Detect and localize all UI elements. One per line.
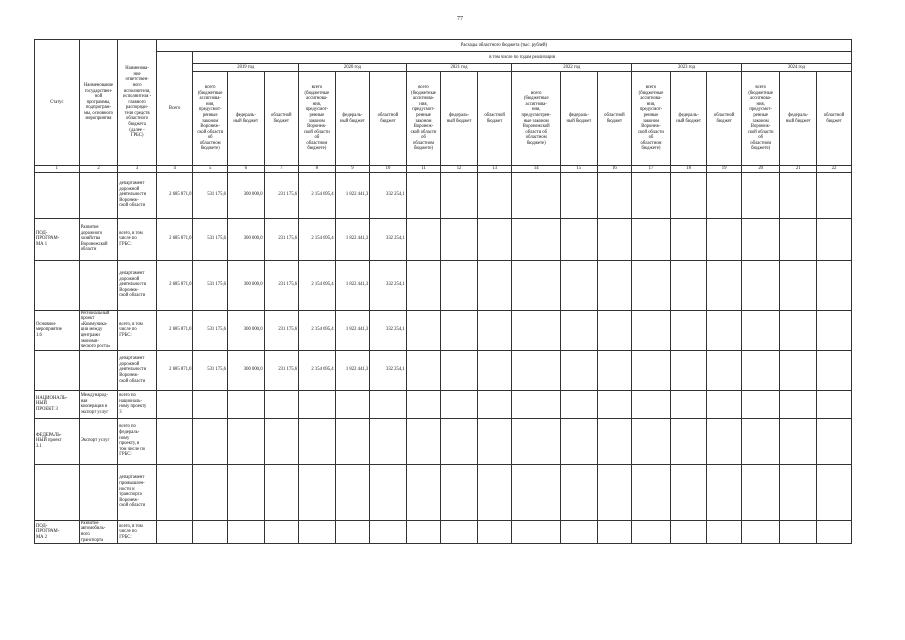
header-executor: Наименова- ние ответствен- ного исполнителя, исполнителя - главного распоряди- теля средств областного бюджета (далее - ГРБС) bbox=[118, 40, 157, 166]
row-value bbox=[780, 418, 817, 464]
row-status bbox=[35, 172, 80, 218]
row-value: 1 822 441,3 bbox=[335, 260, 370, 310]
table-row bbox=[35, 350, 852, 390]
row-value bbox=[741, 172, 780, 218]
row-value bbox=[299, 390, 336, 418]
row-value bbox=[370, 418, 407, 464]
row-value bbox=[741, 350, 780, 390]
row-value bbox=[561, 390, 598, 418]
row-value bbox=[632, 418, 671, 464]
row-value: 332 254,1 bbox=[370, 310, 407, 350]
row-value: 2 154 695,4 bbox=[299, 172, 336, 218]
row-value bbox=[477, 350, 512, 390]
row-value bbox=[264, 520, 299, 543]
table-row bbox=[35, 520, 852, 543]
row-value bbox=[707, 418, 742, 464]
table-row bbox=[35, 172, 852, 218]
row-executor: департамент дорожной деятельности Воронеж- ской области bbox=[118, 260, 157, 310]
row-value bbox=[512, 218, 561, 260]
column-number: 11 bbox=[406, 166, 441, 173]
row-value bbox=[441, 310, 478, 350]
row-value bbox=[264, 390, 299, 418]
subheader-regional: областной бюджет bbox=[707, 72, 742, 166]
row-value bbox=[441, 464, 478, 520]
row-value bbox=[741, 520, 780, 543]
row-value bbox=[299, 520, 336, 543]
column-number: 20 bbox=[741, 166, 780, 173]
row-value bbox=[670, 260, 707, 310]
row-value bbox=[156, 418, 193, 464]
row-value: 2 685 871,0 bbox=[156, 172, 193, 218]
column-number: 12 bbox=[441, 166, 478, 173]
row-value bbox=[707, 350, 742, 390]
row-value bbox=[707, 218, 742, 260]
header-year-2019: 2019 год bbox=[193, 64, 299, 72]
row-value bbox=[441, 520, 478, 543]
row-value bbox=[817, 464, 852, 520]
row-value: 2 685 871,0 bbox=[156, 310, 193, 350]
row-value: 1 822 441,3 bbox=[335, 218, 370, 260]
row-value: 300 000,0 bbox=[227, 218, 264, 260]
column-number: 4 bbox=[156, 166, 193, 173]
row-value bbox=[335, 520, 370, 543]
row-executor: всего по националь- ному проекту 3 bbox=[118, 390, 157, 418]
row-value bbox=[780, 218, 817, 260]
column-number-row bbox=[35, 166, 852, 173]
row-value: 231 175,6 bbox=[264, 310, 299, 350]
row-value bbox=[477, 310, 512, 350]
row-name bbox=[79, 464, 118, 520]
row-executor: всего по федераль- ному проекту, в том числе по ГРБС: bbox=[118, 418, 157, 464]
row-value bbox=[597, 260, 632, 310]
row-value bbox=[227, 520, 264, 543]
header-year-2023: 2023 год bbox=[632, 64, 742, 72]
row-value bbox=[632, 464, 671, 520]
row-value bbox=[227, 464, 264, 520]
row-value: 2 685 871,0 bbox=[156, 350, 193, 390]
header-year-2024: 2024 год bbox=[741, 64, 851, 72]
row-value bbox=[707, 260, 742, 310]
subheader-total: всего (бюджетные ассигнова- ния, предусмот- ренные законом Воронеж- ской области об областном бюджете) bbox=[299, 72, 336, 166]
row-value bbox=[561, 520, 598, 543]
row-value bbox=[632, 172, 671, 218]
row-value bbox=[193, 464, 228, 520]
row-value: 332 254,1 bbox=[370, 350, 407, 390]
row-value bbox=[561, 350, 598, 390]
header-year-2021: 2021 год bbox=[406, 64, 512, 72]
header-status: Статус bbox=[35, 40, 80, 166]
table-body bbox=[35, 172, 852, 544]
subheader-federal: федераль- ный бюджет bbox=[780, 72, 817, 166]
subheader-total: всего (бюджетные ассигнова- ния, предусмот- ренные законом Воронеж- ской области об областном бюджете) bbox=[632, 72, 671, 166]
subheader-total: всего (бюджетные ассигнова- ния, предусмот- ренные законом Воронеж- ской области об областном бюджете) bbox=[193, 72, 228, 166]
subheader-federal: федераль- ный бюджет bbox=[670, 72, 707, 166]
column-number: 7 bbox=[264, 166, 299, 173]
row-value: 300 000,0 bbox=[227, 350, 264, 390]
row-value: 332 254,1 bbox=[370, 172, 407, 218]
row-value bbox=[441, 390, 478, 418]
row-value bbox=[707, 464, 742, 520]
row-value bbox=[299, 464, 336, 520]
row-value bbox=[406, 390, 441, 418]
row-value: 231 175,6 bbox=[264, 218, 299, 260]
column-number: 21 bbox=[780, 166, 817, 173]
row-value: 231 175,6 bbox=[264, 350, 299, 390]
row-value bbox=[780, 260, 817, 310]
row-value bbox=[512, 310, 561, 350]
row-value bbox=[780, 172, 817, 218]
subheader-federal: федераль- ный бюджет bbox=[335, 72, 370, 166]
row-value bbox=[370, 464, 407, 520]
row-value bbox=[670, 520, 707, 543]
row-value bbox=[477, 218, 512, 260]
row-value bbox=[670, 390, 707, 418]
row-value bbox=[632, 260, 671, 310]
page-number: 77 bbox=[457, 16, 463, 22]
row-value bbox=[477, 260, 512, 310]
row-value bbox=[597, 172, 632, 218]
row-value bbox=[632, 390, 671, 418]
row-executor: всего, в том числе по ГРБС: bbox=[118, 310, 157, 350]
row-value: 2 154 695,4 bbox=[299, 310, 336, 350]
row-value bbox=[741, 218, 780, 260]
row-value: 300 000,0 bbox=[227, 172, 264, 218]
row-value bbox=[817, 310, 852, 350]
row-status bbox=[35, 350, 80, 390]
row-status: ПОД- ПРОГРАМ- МА 1 bbox=[35, 218, 80, 260]
row-value: 1 822 441,3 bbox=[335, 350, 370, 390]
row-value bbox=[561, 172, 598, 218]
row-value bbox=[156, 464, 193, 520]
row-value bbox=[670, 350, 707, 390]
row-name bbox=[79, 260, 118, 310]
row-executor: всего, в том числе по ГРБС: bbox=[118, 218, 157, 260]
row-value bbox=[406, 520, 441, 543]
subheader-regional: областной бюджет bbox=[597, 72, 632, 166]
row-value: 2 154 695,4 bbox=[299, 218, 336, 260]
column-number: 6 bbox=[227, 166, 264, 173]
row-value bbox=[817, 350, 852, 390]
row-value bbox=[561, 310, 598, 350]
row-value bbox=[707, 172, 742, 218]
row-value bbox=[597, 418, 632, 464]
row-value bbox=[335, 464, 370, 520]
subheader-federal: федераль- ный бюджет bbox=[561, 72, 598, 166]
row-value bbox=[632, 310, 671, 350]
row-value bbox=[707, 310, 742, 350]
column-number: 9 bbox=[335, 166, 370, 173]
row-status: ПОД- ПРОГРАМ- МА 2 bbox=[35, 520, 80, 543]
row-value bbox=[512, 390, 561, 418]
row-value bbox=[264, 418, 299, 464]
row-value bbox=[597, 520, 632, 543]
row-value bbox=[406, 418, 441, 464]
row-status: НАЦИОНАЛЬ- НЫЙ ПРОЕКТ 3 bbox=[35, 390, 80, 418]
row-value: 531 175,6 bbox=[193, 218, 228, 260]
row-value bbox=[406, 350, 441, 390]
row-value bbox=[477, 520, 512, 543]
header-expenses: Расходы областного бюджета (тыс. рублей) bbox=[156, 40, 851, 52]
row-value: 2 154 695,4 bbox=[299, 350, 336, 390]
row-value bbox=[335, 418, 370, 464]
row-value: 1 822 441,3 bbox=[335, 310, 370, 350]
row-value bbox=[406, 310, 441, 350]
row-value: 2 685 871,0 bbox=[156, 218, 193, 260]
row-value: 531 175,6 bbox=[193, 350, 228, 390]
row-value bbox=[512, 464, 561, 520]
row-value: 531 175,6 bbox=[193, 260, 228, 310]
row-value: 300 000,0 bbox=[227, 260, 264, 310]
row-value bbox=[477, 418, 512, 464]
row-value bbox=[817, 218, 852, 260]
row-value: 332 254,1 bbox=[370, 260, 407, 310]
column-number: 5 bbox=[193, 166, 228, 173]
row-value bbox=[512, 418, 561, 464]
row-value: 332 254,1 bbox=[370, 218, 407, 260]
column-number: 10 bbox=[370, 166, 407, 173]
row-value bbox=[477, 390, 512, 418]
row-name bbox=[79, 350, 118, 390]
column-number: 13 bbox=[477, 166, 512, 173]
row-value bbox=[561, 418, 598, 464]
column-number: 15 bbox=[561, 166, 598, 173]
column-number: 16 bbox=[597, 166, 632, 173]
row-value bbox=[193, 520, 228, 543]
row-value bbox=[741, 260, 780, 310]
row-value bbox=[512, 172, 561, 218]
subheader-regional: областной бюджет bbox=[817, 72, 852, 166]
row-value bbox=[441, 172, 478, 218]
header-year-2022: 2022 год bbox=[512, 64, 632, 72]
row-value bbox=[406, 172, 441, 218]
row-value bbox=[597, 310, 632, 350]
row-value bbox=[741, 390, 780, 418]
row-value bbox=[156, 520, 193, 543]
row-value bbox=[741, 310, 780, 350]
column-number: 14 bbox=[512, 166, 561, 173]
row-value bbox=[406, 260, 441, 310]
row-executor: департамент дорожной деятельности Воронеж- ской области bbox=[118, 350, 157, 390]
row-value bbox=[512, 260, 561, 310]
row-value bbox=[441, 218, 478, 260]
header-program-name: Наименование государствен- ной программы, подпрограм- мы, основного мероприятия bbox=[79, 40, 118, 166]
row-value bbox=[370, 520, 407, 543]
row-value bbox=[193, 418, 228, 464]
row-value bbox=[477, 464, 512, 520]
row-value bbox=[780, 350, 817, 390]
row-value bbox=[817, 520, 852, 543]
column-number: 17 bbox=[632, 166, 671, 173]
row-value bbox=[441, 418, 478, 464]
subheader-federal: федераль- ный бюджет bbox=[441, 72, 478, 166]
subheader-total: всего (бюджетные ассигнова- ния, предусмот- ренные законом Воронеж- ской области об областном бюджете) bbox=[741, 72, 780, 166]
row-value: 531 175,6 bbox=[193, 172, 228, 218]
row-name: Региональный проект «Коммуника- ции между центрами экономи- ческого роста» bbox=[79, 310, 118, 350]
subheader-total: всего (бюджетные ассигнова- ния, предусмотрен- ные законом Воронежской области об областном бюджете) bbox=[512, 72, 561, 166]
column-number: 3 bbox=[118, 166, 157, 173]
row-value: 2 154 695,4 bbox=[299, 260, 336, 310]
row-value bbox=[335, 390, 370, 418]
row-value bbox=[707, 520, 742, 543]
row-status: ФЕДЕРАЛЬ- НЫЙ проект 3.1 bbox=[35, 418, 80, 464]
row-name: Развитие дорожного хозяйства Воронежской области bbox=[79, 218, 118, 260]
row-value bbox=[227, 390, 264, 418]
row-value bbox=[817, 418, 852, 464]
row-value bbox=[632, 350, 671, 390]
budget-table bbox=[34, 39, 852, 544]
column-number: 18 bbox=[670, 166, 707, 173]
row-value bbox=[670, 172, 707, 218]
row-value: 1 822 441,3 bbox=[335, 172, 370, 218]
row-executor: департамент промышлен- ности и транспорта Воронеж- ской области bbox=[118, 464, 157, 520]
table-row bbox=[35, 390, 852, 418]
row-value bbox=[370, 390, 407, 418]
row-value bbox=[780, 520, 817, 543]
column-number: 2 bbox=[79, 166, 118, 173]
row-value: 2 685 871,0 bbox=[156, 260, 193, 310]
header-year-2020: 2020 год bbox=[299, 64, 407, 72]
subheader-total: всего (бюджетные ассигнова- ния, предусмот- ренные законом Воронеж- ской области об областном бюджете) bbox=[406, 72, 441, 166]
row-status: Основное мероприятие 1.6 bbox=[35, 310, 80, 350]
row-value bbox=[227, 418, 264, 464]
row-name: Развитие автомобиль- ного транспорта bbox=[79, 520, 118, 543]
row-value: 300 000,0 bbox=[227, 310, 264, 350]
row-value bbox=[561, 218, 598, 260]
row-value: 531 175,6 bbox=[193, 310, 228, 350]
row-value bbox=[441, 350, 478, 390]
row-status bbox=[35, 464, 80, 520]
table-row bbox=[35, 310, 852, 350]
row-value bbox=[512, 520, 561, 543]
row-value bbox=[406, 218, 441, 260]
row-value bbox=[741, 418, 780, 464]
row-value bbox=[780, 464, 817, 520]
row-executor: всего, в том числе по ГРБС: bbox=[118, 520, 157, 543]
row-value bbox=[406, 464, 441, 520]
row-value bbox=[597, 464, 632, 520]
row-value bbox=[561, 260, 598, 310]
subheader-regional: областной бюджет bbox=[477, 72, 512, 166]
row-value: 231 175,6 bbox=[264, 172, 299, 218]
subheader-regional: областной бюджет bbox=[264, 72, 299, 166]
column-number: 1 bbox=[35, 166, 80, 173]
row-value bbox=[299, 418, 336, 464]
row-name bbox=[79, 172, 118, 218]
row-value bbox=[264, 464, 299, 520]
header-by-years: в том числе по годам реализации bbox=[193, 52, 852, 64]
row-value bbox=[670, 464, 707, 520]
row-value bbox=[670, 418, 707, 464]
row-value: 231 175,6 bbox=[264, 260, 299, 310]
row-value bbox=[817, 260, 852, 310]
row-value bbox=[512, 350, 561, 390]
row-value bbox=[597, 350, 632, 390]
subheader-regional: областной бюджет bbox=[370, 72, 407, 166]
row-value bbox=[817, 172, 852, 218]
header-total: Всего bbox=[156, 52, 193, 166]
column-number: 8 bbox=[299, 166, 336, 173]
subheader-federal: федераль- ный бюджет bbox=[227, 72, 264, 166]
row-status bbox=[35, 260, 80, 310]
row-value bbox=[707, 390, 742, 418]
row-name: Международ- ная кооперация и экспорт услуг bbox=[79, 390, 118, 418]
row-name: Экспорт услуг bbox=[79, 418, 118, 464]
row-value bbox=[156, 390, 193, 418]
table-row bbox=[35, 218, 852, 260]
row-value bbox=[741, 464, 780, 520]
row-executor: департамент дорожной деятельности Воронеж- ской области bbox=[118, 172, 157, 218]
table-row bbox=[35, 418, 852, 464]
row-value bbox=[597, 218, 632, 260]
table-row bbox=[35, 464, 852, 520]
row-value bbox=[670, 310, 707, 350]
row-value bbox=[597, 390, 632, 418]
row-value bbox=[193, 390, 228, 418]
row-value bbox=[670, 218, 707, 260]
row-value bbox=[441, 260, 478, 310]
column-number: 22 bbox=[817, 166, 852, 173]
column-number: 19 bbox=[707, 166, 742, 173]
row-value bbox=[477, 172, 512, 218]
table-row bbox=[35, 260, 852, 310]
row-value bbox=[780, 390, 817, 418]
row-value bbox=[632, 520, 671, 543]
row-value bbox=[632, 218, 671, 260]
row-value bbox=[780, 310, 817, 350]
row-value bbox=[817, 390, 852, 418]
row-value bbox=[561, 464, 598, 520]
